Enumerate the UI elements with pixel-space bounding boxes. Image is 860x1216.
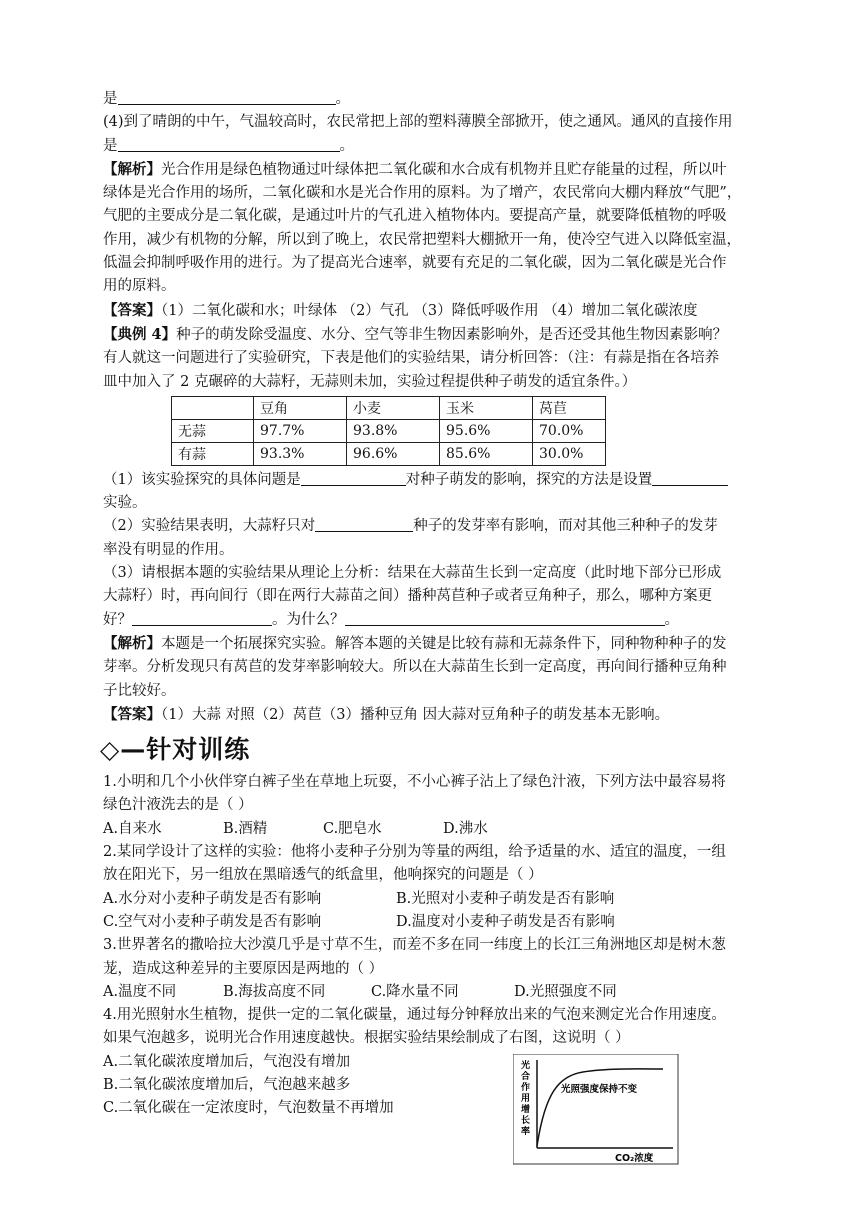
- y-axis-label-char: 长: [521, 1116, 531, 1127]
- option[interactable]: A.自来水: [103, 820, 162, 837]
- co2-rate-chart: [513, 1054, 683, 1166]
- option[interactable]: B.酒精: [223, 820, 268, 837]
- answer-blank[interactable]: [315, 517, 413, 532]
- y-axis-label-char: 增: [521, 1105, 531, 1116]
- x-axis-label: CO₂浓度: [615, 1153, 654, 1165]
- sub-questions: （1）该实验探究的具体问题是 对种子萌发的影响，探究的方法是设置 实验。 （2）实验结果表明，大蒜籽只对 种子的发芽率有影响，而对其他三种种子的发芽 率没有明显的作用。 （3）请根据本题的实验结果从理论上分析：结果在大蒜苗生长到一定高度（此时地下部分已形成 大蒜籽）时，再向间行（即在两行大蒜苗之间）播种莴苣种子或者豆角种子，那么，哪种方案更 好？ 。为什么？ 。: [103, 469, 758, 632]
- option[interactable]: B.光照对小麦种子萌发是否有影响: [396, 890, 615, 907]
- q4-answer-line: 是 。: [103, 137, 354, 154]
- option[interactable]: B.二氧化碳浓度增加后，气泡越来越多: [103, 1076, 351, 1093]
- option[interactable]: A.二氧化碳浓度增加后，气泡没有增加: [103, 1053, 351, 1070]
- option[interactable]: A.温度不同: [103, 983, 177, 1000]
- question-3: 3.世界著名的撒哈拉大沙漠几乎是寸草不生，而差不多在同一纬度上的长江三角洲地区却是树木葱 茏，造成这种差异的主要原因是两地的（ ） A.温度不同 B.海拔高度不同 C.降水量不同 D.光照强度不同: [103, 934, 758, 1004]
- question-2: 2.某同学设计了这样的实验：他将小麦种子分别为等量的两组，给予适量的水、适宜的温度，一组 放在阳光下，另一组放在黑暗透气的纸盒里，他响探究的问题是（ ） A.水分对小麦种子萌发是否有影响 B.光照对小麦种子萌发是否有影响 C.空气对小麦种子萌发是否有影响 D.温度对小麦种子萌发是否有影响: [103, 841, 758, 934]
- answer-blank[interactable]: [118, 90, 336, 105]
- question-1: 1.小明和几个小伙伴穿白裤子坐在草地上玩耍，不小心裤子沾上了绿色汁液，下列方法中最容易将 绿色汁液洗去的是（ ） A.自来水 B.酒精 C.肥皂水 D.沸水: [103, 771, 758, 841]
- option[interactable]: C.二氧化碳在一定浓度时，气泡数量不再增加: [103, 1100, 394, 1117]
- question-4: 4.用光照射水生植物，提供一定的二氧化碳量，通过每分钟释放出来的气泡来测定光合作用速度。 如果气泡越多，说明光合作用速度越快。根据实验结果绘制成了右图，这说明（ ） A.二氧化碳浓度增加后，气泡没有增加 B.二氧化碳浓度增加后，气泡越来越多 C.二氧化碳在一定浓度时，气泡数量不再增加 光照强度保持不变 光合作用增长率 CO₂浓度: [103, 1004, 758, 1120]
- table-row: 有蒜 93.3% 96.6% 85.6% 30.0%: [172, 442, 606, 465]
- q4-text: (4)到了晴朗的中午，气温较高时，农民常把上部的塑料薄膜全部掀开，使之通风。通风的直接作用: [103, 114, 733, 131]
- option[interactable]: C.降水量不同: [371, 983, 459, 1000]
- option[interactable]: A.水分对小麦种子萌发是否有影响: [103, 890, 322, 907]
- option[interactable]: C.肥皂水: [323, 820, 382, 837]
- analysis-block-1: 【解析】光合作用是绿色植物通过叶绿体把二氧化碳和水合成有机物并且贮存能量的过程，所以叶 绿体是光合作用的场所，二氧化碳和水是光合作用的原料。为了增产，农民常向大棚内释放“气肥”， 气肥的主要成分是二氧化碳，是通过叶片的气孔进入植物体内。要提高产量，就要降低植物的呼吸 作用，减少有机物的分解，所以到了晚上，农民常把塑料大棚掀开一角，使冷空气进入以降低室温， 低温会抑制呼吸作用的进行。为了提高光合速率，就要有充足的二氧化碳，因为二氧化碳是光合作 用的原料。: [103, 160, 742, 295]
- table-header-row: 豆角 小麦 玉米 莴苣: [172, 396, 606, 419]
- option[interactable]: C.空气对小麦种子萌发是否有影响: [103, 913, 322, 930]
- worksheet-page: [100, 88, 758, 1165]
- curve-annotation: 光照强度保持不变: [561, 1084, 638, 1096]
- y-axis-label-char: 光: [521, 1061, 531, 1072]
- q4-prev-answer-line: 是 。: [103, 91, 350, 107]
- analysis-block-2: 【解析】本题是一个拓展探究实验。解答本题的关键是比较有蒜和无蒜条件下，同种物种种子的发 芽率。分析发现只有莴苣的发芽率影响较大。所以在大蒜苗生长到一定高度，再向间行播种豆角种 子比较好。: [103, 634, 727, 699]
- rate-curve: [537, 1069, 663, 1146]
- answer-block-2: 【答案】（1）大蒜 对照（2）莴苣（3）播种豆角 因大蒜对豆角种子的萌发基本无影响。: [103, 705, 670, 723]
- answer-blank[interactable]: [118, 137, 340, 152]
- option[interactable]: D.温度对小麦种子萌发是否有影响: [396, 913, 615, 930]
- answer-blank[interactable]: [301, 471, 406, 486]
- table-row: 无蒜 97.7% 93.8% 95.6% 70.0%: [172, 419, 606, 442]
- option[interactable]: D.沸水: [443, 820, 488, 837]
- answer-blank[interactable]: [132, 611, 272, 626]
- section-title: ◇—针对训练: [100, 735, 251, 765]
- y-axis-label-char: 率: [521, 1127, 531, 1138]
- y-axis-label: [521, 1059, 530, 1137]
- answer-block-1: 【答案】（1）二氧化碳和水；叶绿体 （2）气孔 （3）降低呼吸作用 （4）增加二氧化碳浓度: [103, 301, 698, 319]
- answer-blank[interactable]: [345, 611, 665, 626]
- option[interactable]: B.海拔高度不同: [223, 983, 326, 1000]
- answer-blank[interactable]: [652, 471, 728, 486]
- option[interactable]: D.光照强度不同: [514, 983, 617, 1000]
- y-axis-label-char: 合: [521, 1072, 531, 1083]
- y-axis-label-char: 用: [521, 1094, 531, 1105]
- germination-table: [171, 396, 606, 466]
- example-4: 【典例 4】种子的萌发除受温度、水分、空气等非生物因素影响外，是否还受其他生物因素影响？ 有人就这一问题进行了实验研究，下表是他们的实验结果，请分析回答：（注：有蒜是指在各培养 皿中加入了 2 克碾碎的大蒜籽，无蒜则未加，实验过程提供种子萌发的适宜条件。）: [103, 325, 728, 390]
- y-axis-label-char: 作: [521, 1083, 531, 1094]
